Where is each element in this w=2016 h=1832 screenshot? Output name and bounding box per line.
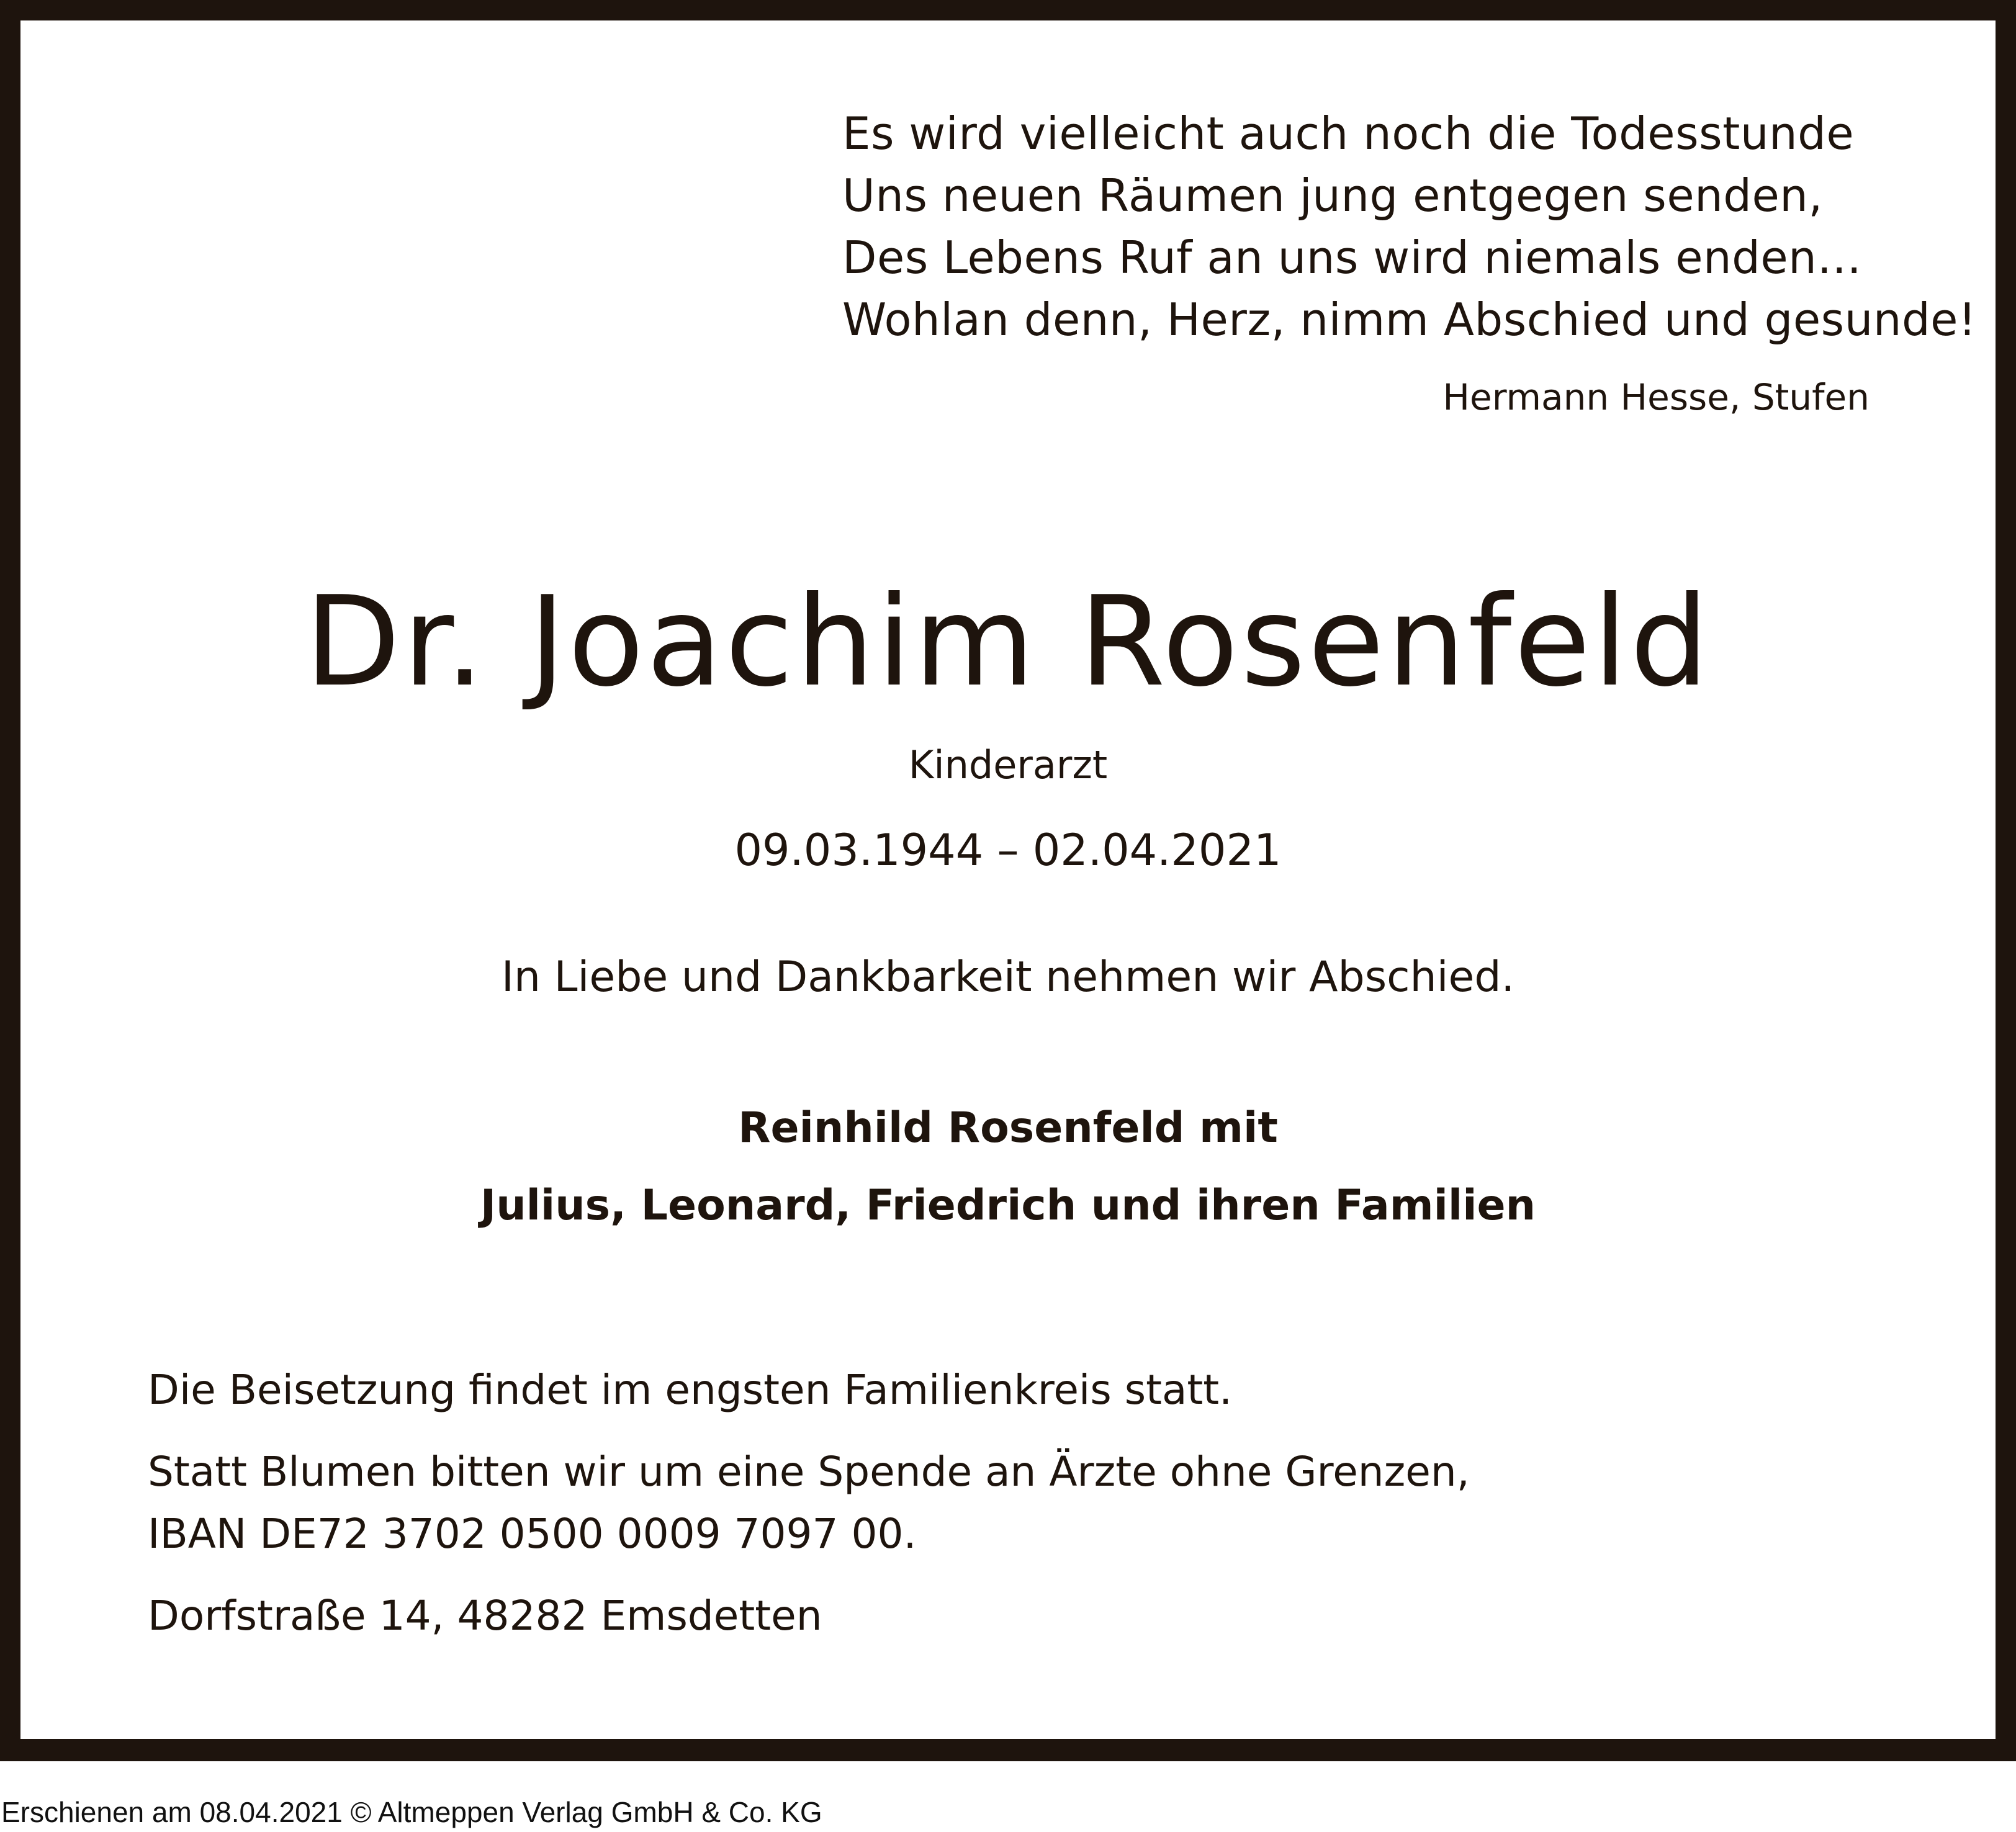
poem-line-4: Wohlan denn, Herz, nimm Abschied und gesunde! <box>842 294 1977 346</box>
poem-line-2: Uns neuen Räumen jung entgegen senden, <box>842 169 1823 222</box>
address-note <box>148 1585 1824 1647</box>
donation-note <box>148 1441 1824 1565</box>
mourner-line-1: Reinhild Rosenfeld mit <box>738 1103 1278 1152</box>
deceased-name: Dr. Joachim Rosenfeld <box>305 570 1711 714</box>
farewell-message: In Liebe und Dankbarkeit nehmen wir Abschied. <box>501 953 1515 1002</box>
funeral-note <box>148 1359 1824 1421</box>
poem-line-3: Des Lebens Ruf an uns wird niemals enden… <box>842 231 1862 284</box>
deceased-profession: Kinderarzt <box>908 742 1108 788</box>
mourner-line-2: Julius, Leonard, Friedrich und ihren Familien <box>480 1181 1536 1230</box>
mourners-list <box>0 1089 2016 1244</box>
poem-line-1: Es wird vielleicht auch noch die Todesstunde <box>842 107 1855 159</box>
iban-text: IBAN DE72 3702 0500 0009 7097 00. <box>148 1510 917 1558</box>
notes-section <box>148 1359 1824 1647</box>
address-text: Dorfstraße 14, 48282 Emsdetten <box>148 1592 822 1640</box>
funeral-text: Die Beisetzung findet im engsten Familienkreis statt. <box>148 1366 1233 1414</box>
life-dates: 09.03.1944 – 02.04.2021 <box>734 825 1282 876</box>
poem-quote <box>842 102 1977 351</box>
publication-footer: Erschienen am 08.04.2021 © Altmeppen Verlag GmbH & Co. KG <box>1 1796 822 1828</box>
poem-attribution: Hermann Hesse, Stufen <box>1442 376 1870 418</box>
donation-text: Statt Blumen bitten wir um eine Spende an Ärzte ohne Grenzen, <box>148 1448 1470 1496</box>
